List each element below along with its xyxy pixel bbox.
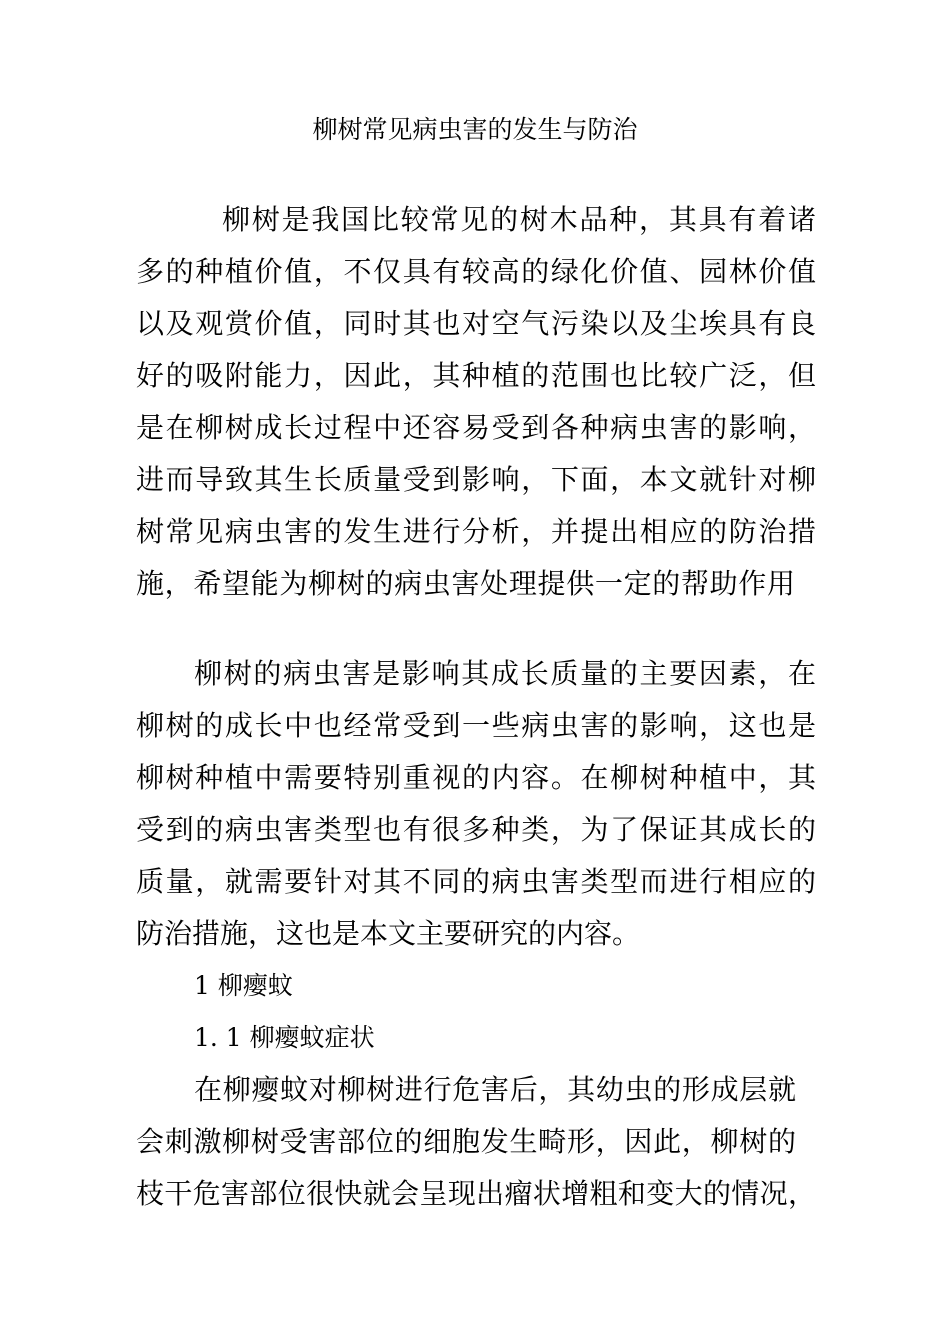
abstract-line: 柳树是我国比较常见的树木品种，其具有着诸 — [222, 203, 816, 236]
document-title: 柳树常见病虫害的发生与防治 — [312, 115, 638, 144]
subsection-heading: 1. 1 柳瘿蚊症状 — [194, 1023, 375, 1052]
intro-line: 柳树的成长中也经常受到一些病虫害的影响，这也是 — [136, 709, 816, 742]
intro-line: 防治措施，这也是本文主要研究的内容。 — [136, 917, 641, 950]
body-line: 枝干危害部位很快就会呈现出瘤状增粗和变大的情况， — [136, 1177, 816, 1210]
abstract-line: 树常见病虫害的发生进行分析，并提出相应的防治措 — [136, 515, 816, 548]
body-line: 会刺激柳树受害部位的细胞发生畸形，因此，柳树的 — [136, 1125, 796, 1158]
intro-line: 受到的病虫害类型也有很多种类，为了保证其成长的 — [136, 813, 816, 846]
body-line: 在柳瘿蚊对柳树进行危害后，其幼虫的形成层就 — [194, 1073, 796, 1106]
intro-line: 柳树的病虫害是影响其成长质量的主要因素，在 — [194, 657, 816, 690]
abstract-line: 施，希望能为柳树的病虫害处理提供一定的帮助作用 — [136, 567, 795, 600]
intro-line: 质量，就需要针对其不同的病虫害类型而进行相应的 — [136, 865, 816, 898]
section-heading: 1 柳瘿蚊 — [194, 971, 293, 1000]
abstract-line: 是在柳树成长过程中还容易受到各种病虫害的影响， — [136, 411, 816, 444]
abstract-line: 进而导致其生长质量受到影响，下面，本文就针对柳 — [136, 463, 816, 496]
intro-line: 柳树种植中需要特别重视的内容。在柳树种植中，其 — [136, 761, 816, 794]
abstract-line: 好的吸附能力，因此，其种植的范围也比较广泛，但 — [136, 359, 816, 392]
abstract-line: 多的种植价值，不仅具有较高的绿化价值、园林价值 — [136, 255, 816, 288]
abstract-line: 以及观赏价值，同时其也对空气污染以及尘埃具有良 — [136, 307, 816, 340]
